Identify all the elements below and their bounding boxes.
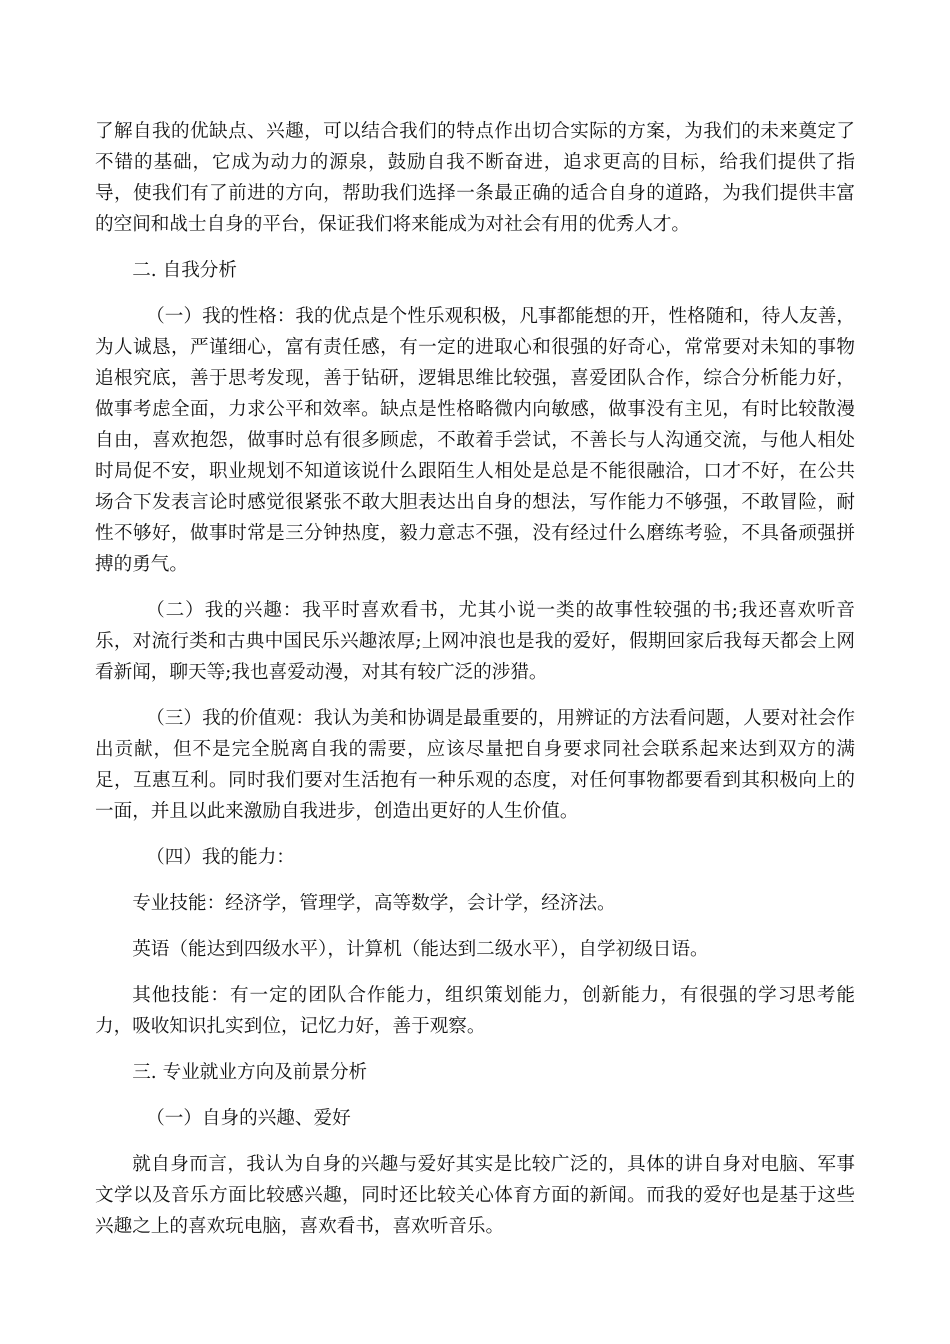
section-heading-career-direction: 三. 专业就业方向及前景分析 <box>132 1062 368 1083</box>
intro-paragraph: 了解自我的优缺点、兴趣，可以结合我们的特点作出切合实际的方案，为我们的未来奠定了不错的基础，它成为动力的源泉，鼓励自我不断奋进，追求更高的目标，给我们提供了指导，使我们有了前进的方向，帮助我们选择一条最正确的适合自身的道路，为我们提供丰富的空间和战士自身的平台，保证我们将来能成为对社会有用的优秀人才。 <box>95 121 855 235</box>
document-body <box>95 116 855 1257</box>
personality-paragraph: （一）我的性格：我的优点是个性乐观积极，凡事都能想的开，性格随和，待人友善，为人诚恳，严谨细心，富有责任感，有一定的进取心和很强的好奇心，常常要对未知的事物追根究底，善于思考发现，善于钻研，逻辑思维比较强，喜爱团队合作，综合分析能力好，做事考虑全面，力求公平和效率。缺点是性格略微内向敏感，做事没有主见，有时比较散漫自由，喜欢抱怨，做事时总有很多顾虑，不敢着手尝试，不善长与人沟通交流，与他人相处时局促不安，职业规划不知道该说什么跟陌生人相处是总是不能很融洽，口才不好，在公共场合下发表言论时感觉很紧张不敢大胆表达出自身的想法，写作能力不够强，不敢冒险，耐性不够好，做事时常是三分钟热度，毅力意志不强，没有经过什么磨练考验，不具备顽强拼搏的勇气。 <box>95 306 855 575</box>
professional-skills-paragraph: 专业技能：经济学，管理学，高等数学，会计学，经济法。 <box>132 893 616 914</box>
abilities-heading: （四）我的能力： <box>146 847 295 868</box>
language-computer-skills-paragraph: 英语（能达到四级水平），计算机（能达到二级水平），自学初级日语。 <box>132 939 709 960</box>
other-skills-paragraph: 其他技能：有一定的团队合作能力，组织策划能力，创新能力，有很强的学习思考能力，吸收知识扎实到位，记忆力好，善于观察。 <box>95 985 855 1037</box>
interests-paragraph: （二）我的兴趣：我平时喜欢看书，尤其小说一类的故事性较强的书;我还喜欢听音乐，对流行类和古典中国民乐兴趣浓厚;上网冲浪也是我的爱好，假期回家后我每天都会上网看新闻，聊天等;我也喜爱动漫，对其有较广泛的涉猎。 <box>95 600 855 683</box>
values-paragraph: （三）我的价值观：我认为美和协调是最重要的，用辨证的方法看问题，人要对社会作出贡献，但不是完全脱离自我的需要，应该尽量把自身要求同社会联系起来达到双方的满足，互惠互利。同时我们要对生活抱有一种乐观的态度，对任何事物都要看到其积极向上的一面，并且以此来激励自我进步，创造出更好的人生价值。 <box>95 708 855 822</box>
hobbies-heading: （一）自身的兴趣、爱好 <box>146 1108 351 1129</box>
section-heading-self-analysis: 二. 自我分析 <box>132 260 237 281</box>
hobbies-paragraph: 就自身而言，我认为自身的兴趣与爱好其实是比较广泛的，具体的讲自身对电脑、军事文学以及音乐方面比较感兴趣，同时还比较关心体育方面的新闻。而我的爱好也是基于这些兴趣之上的喜欢玩电脑，喜欢看书，喜欢听音乐。 <box>95 1154 855 1237</box>
